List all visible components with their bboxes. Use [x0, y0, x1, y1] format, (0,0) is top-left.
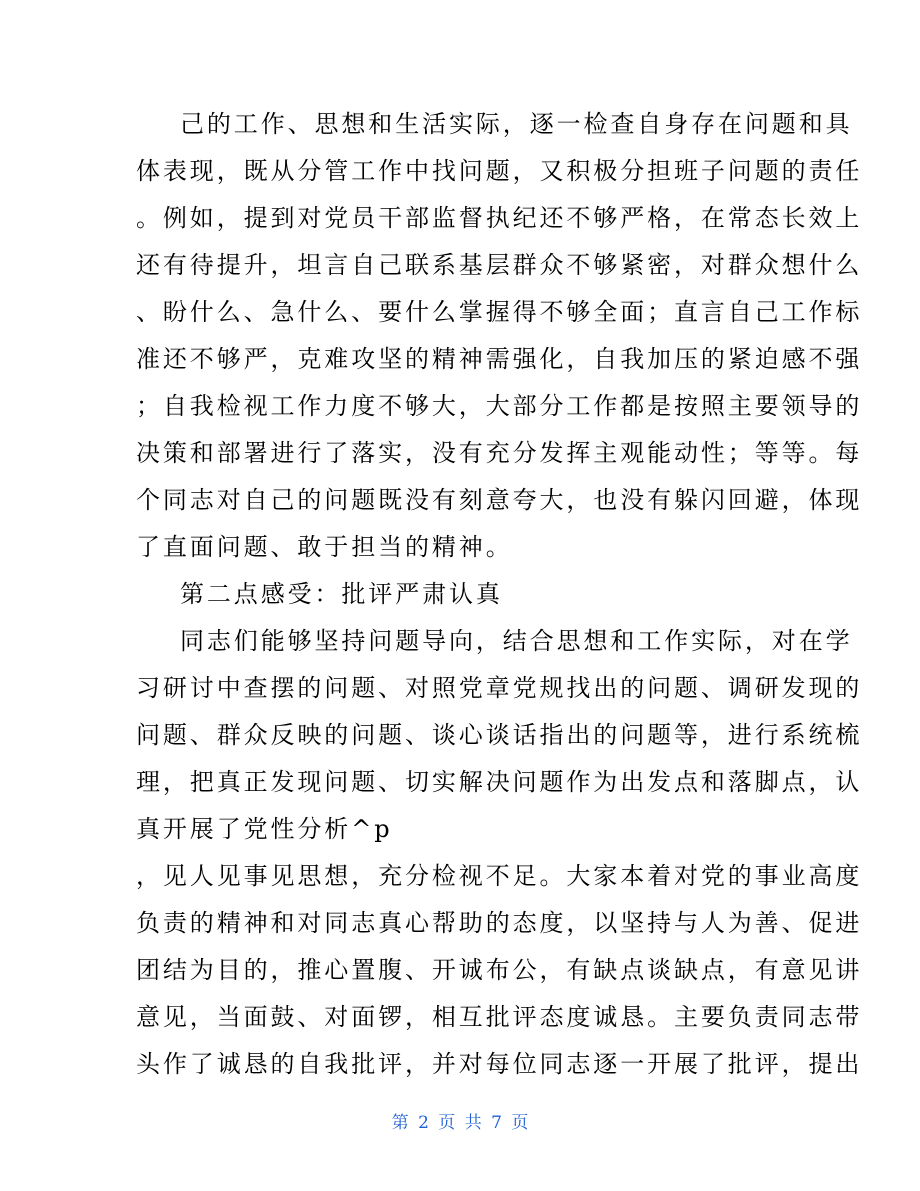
text-line: 意见，当面鼓、对面锣，相互批评态度诚恳。主要负责同志带 [136, 1003, 863, 1031]
text-line: 问题、群众反映的问题、谈心谈话指出的问题等，进行系统梳 [136, 721, 863, 749]
footer-prefix: 第 [391, 1113, 409, 1133]
text-line: 了直面问题、敢于担当的精神。 [136, 533, 513, 561]
footer-total-pages: 7 [491, 1113, 502, 1133]
text-line: 真开展了党性分析^p [136, 815, 393, 843]
footer-total-unit: 页 [511, 1113, 529, 1133]
text-line: 准还不够严，克难攻坚的精神需强化，自我加压的紧迫感不强 [136, 345, 863, 373]
footer-page-unit: 页 [438, 1113, 456, 1133]
text-line: 个同志对自己的问题既没有刻意夸大，也没有躲闪回避，体现 [136, 486, 863, 514]
text-line: 同志们能够坚持问题导向，结合思想和工作实际，对在学 [180, 627, 853, 655]
footer-current-page: 2 [418, 1113, 429, 1133]
page-number-footer [0, 1112, 920, 1134]
text-line: 头作了诚恳的自我批评，并对每位同志逐一开展了批评，提出 [136, 1050, 863, 1078]
text-line: 己的工作、思想和生活实际，逐一检查自身存在问题和具 [180, 110, 853, 138]
text-line: 决策和部署进行了落实，没有充分发挥主观能动性；等等。每 [136, 439, 863, 467]
text-line: 团结为目的，推心置腹、开诚布公，有缺点谈缺点，有意见讲 [136, 956, 863, 984]
text-line: 负责的精神和对同志真心帮助的态度，以坚持与人为善、促进 [136, 909, 863, 937]
text-line: 、盼什么、急什么、要什么掌握得不够全面；直言自己工作标 [136, 298, 863, 326]
text-line: 。例如，提到对党员干部监督执纪还不够严格，在常态长效上 [136, 204, 863, 232]
text-line: 理，把真正发现问题、切实解决问题作为出发点和落脚点，认 [136, 768, 863, 796]
text-line: ；自我检视工作力度不够大，大部分工作都是按照主要领导的 [136, 392, 863, 420]
footer-total-word: 共 [464, 1113, 482, 1133]
text-line: ，见人见事见思想，充分检视不足。大家本着对党的事业高度 [136, 862, 863, 890]
text-line: 习研讨中查摆的问题、对照党章党规找出的问题、调研发现的 [136, 674, 863, 702]
section-heading: 第二点感受：批评严肃认真 [180, 580, 503, 608]
text-line: 体表现，既从分管工作中找问题，又积极分担班子问题的责任 [136, 157, 863, 185]
text-line: 还有待提升，坦言自己联系基层群众不够紧密，对群众想什么 [136, 251, 863, 279]
